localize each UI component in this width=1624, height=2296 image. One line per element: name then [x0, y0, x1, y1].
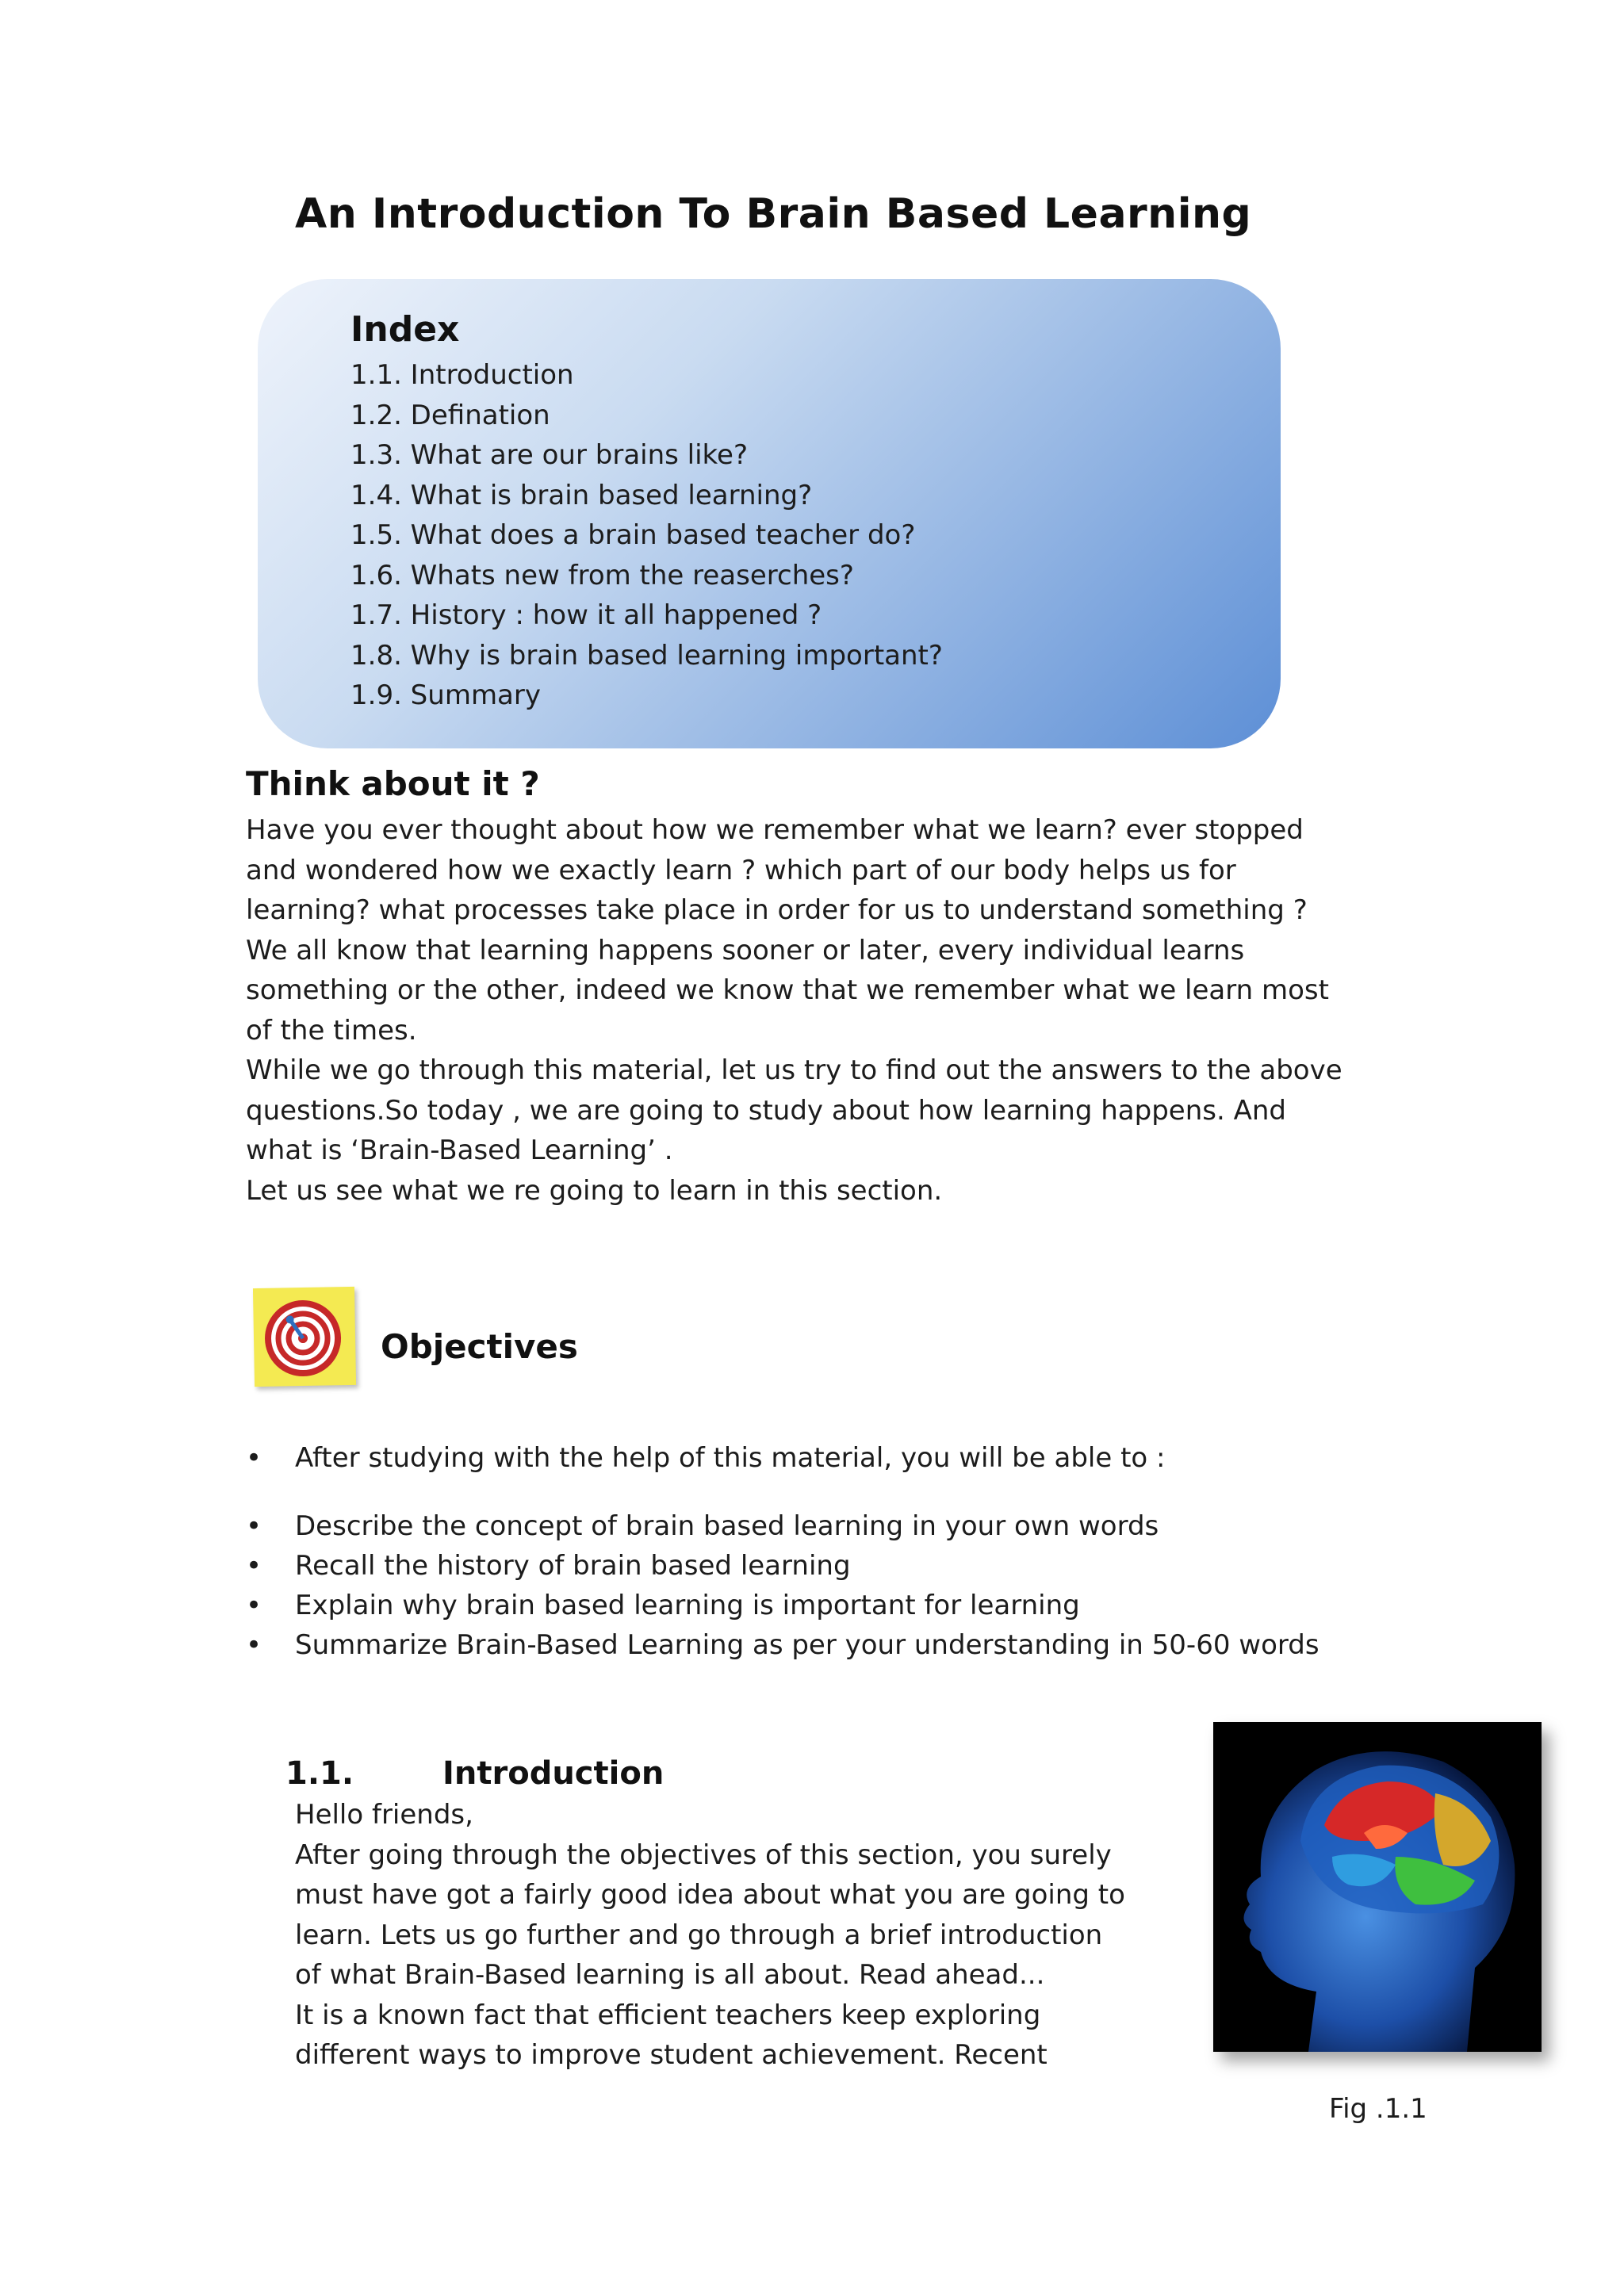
- text-line: different ways to improve student achievement. Recent: [295, 2039, 1048, 2071]
- text-line: must have got a fairly good idea about what you are going to: [295, 1879, 1125, 1911]
- index-item: 1.9. Summary: [350, 679, 541, 711]
- text-line: Hello friends,: [295, 1799, 473, 1831]
- think-heading: Think about it ?: [246, 764, 540, 803]
- objectives-intro-list: [246, 1438, 1165, 1478]
- text-line: While we go through this material, let us try to find out the answers to the above: [246, 1054, 1342, 1086]
- list-item: • Explain why brain based learning is important for learning: [246, 1586, 1320, 1625]
- index-item: 1.5. What does a brain based teacher do?: [350, 519, 916, 551]
- index-item: 1.2. Defination: [350, 399, 550, 431]
- brain-figure-image: [1213, 1722, 1542, 2052]
- list-item: • Summarize Brain-Based Learning as per your understanding in 50-60 words: [246, 1625, 1320, 1665]
- objectives-heading: Objectives: [381, 1327, 578, 1366]
- text-line: Have you ever thought about how we remember what we learn? ever stopped: [246, 814, 1304, 846]
- text-line: something or the other, indeed we know that we remember what we learn most: [246, 974, 1329, 1006]
- text-line: It is a known fact that efficient teachers keep exploring: [295, 1999, 1041, 2031]
- text-line: After going through the objectives of this section, you surely: [295, 1839, 1112, 1871]
- list-item: • Recall the history of brain based learning: [246, 1546, 1320, 1586]
- section-number: 1.1.: [285, 1755, 354, 1792]
- index-heading: Index: [350, 309, 460, 350]
- text-line: and wondered how we exactly learn ? which part of our body helps us for: [246, 854, 1236, 886]
- section-heading: Introduction: [442, 1755, 665, 1792]
- index-list: [350, 355, 943, 716]
- list-item: • After studying with the help of this material, you will be able to :: [246, 1438, 1165, 1478]
- introduction-paragraph: [295, 1795, 1183, 2076]
- text-line: Let us see what we re going to learn in this section.: [246, 1174, 943, 1207]
- index-item: 1.6. Whats new from the reaserches?: [350, 559, 854, 591]
- index-item: 1.8. Why is brain based learning important?: [350, 639, 943, 672]
- text-line: of what Brain-Based learning is all about. Read ahead...: [295, 1959, 1045, 1991]
- index-item: 1.4. What is brain based learning?: [350, 479, 813, 511]
- index-item: 1.1. Introduction: [350, 359, 574, 391]
- think-paragraph: [246, 810, 1404, 1211]
- target-icon: [253, 1287, 356, 1387]
- objectives-list: [246, 1506, 1320, 1665]
- page-title: An Introduction To Brain Based Learning: [295, 190, 1252, 238]
- text-line: learning? what processes take place in order for us to understand something ?: [246, 894, 1308, 926]
- list-item: • Describe the concept of brain based learning in your own words: [246, 1506, 1320, 1546]
- text-line: learn. Lets us go further and go through a brief introduction: [295, 1919, 1103, 1951]
- index-item: 1.7. History : how it all happened ?: [350, 599, 822, 631]
- text-line: of the times.: [246, 1014, 417, 1047]
- text-line: We all know that learning happens sooner or later, every individual learns: [246, 934, 1245, 966]
- text-line: what is ‘Brain-Based Learning’ .: [246, 1135, 673, 1166]
- figure-caption: Fig .1.1: [1329, 2093, 1427, 2125]
- index-item: 1.3. What are our brains like?: [350, 439, 749, 471]
- text-line: questions.So today , we are going to study about how learning happens. And: [246, 1094, 1286, 1127]
